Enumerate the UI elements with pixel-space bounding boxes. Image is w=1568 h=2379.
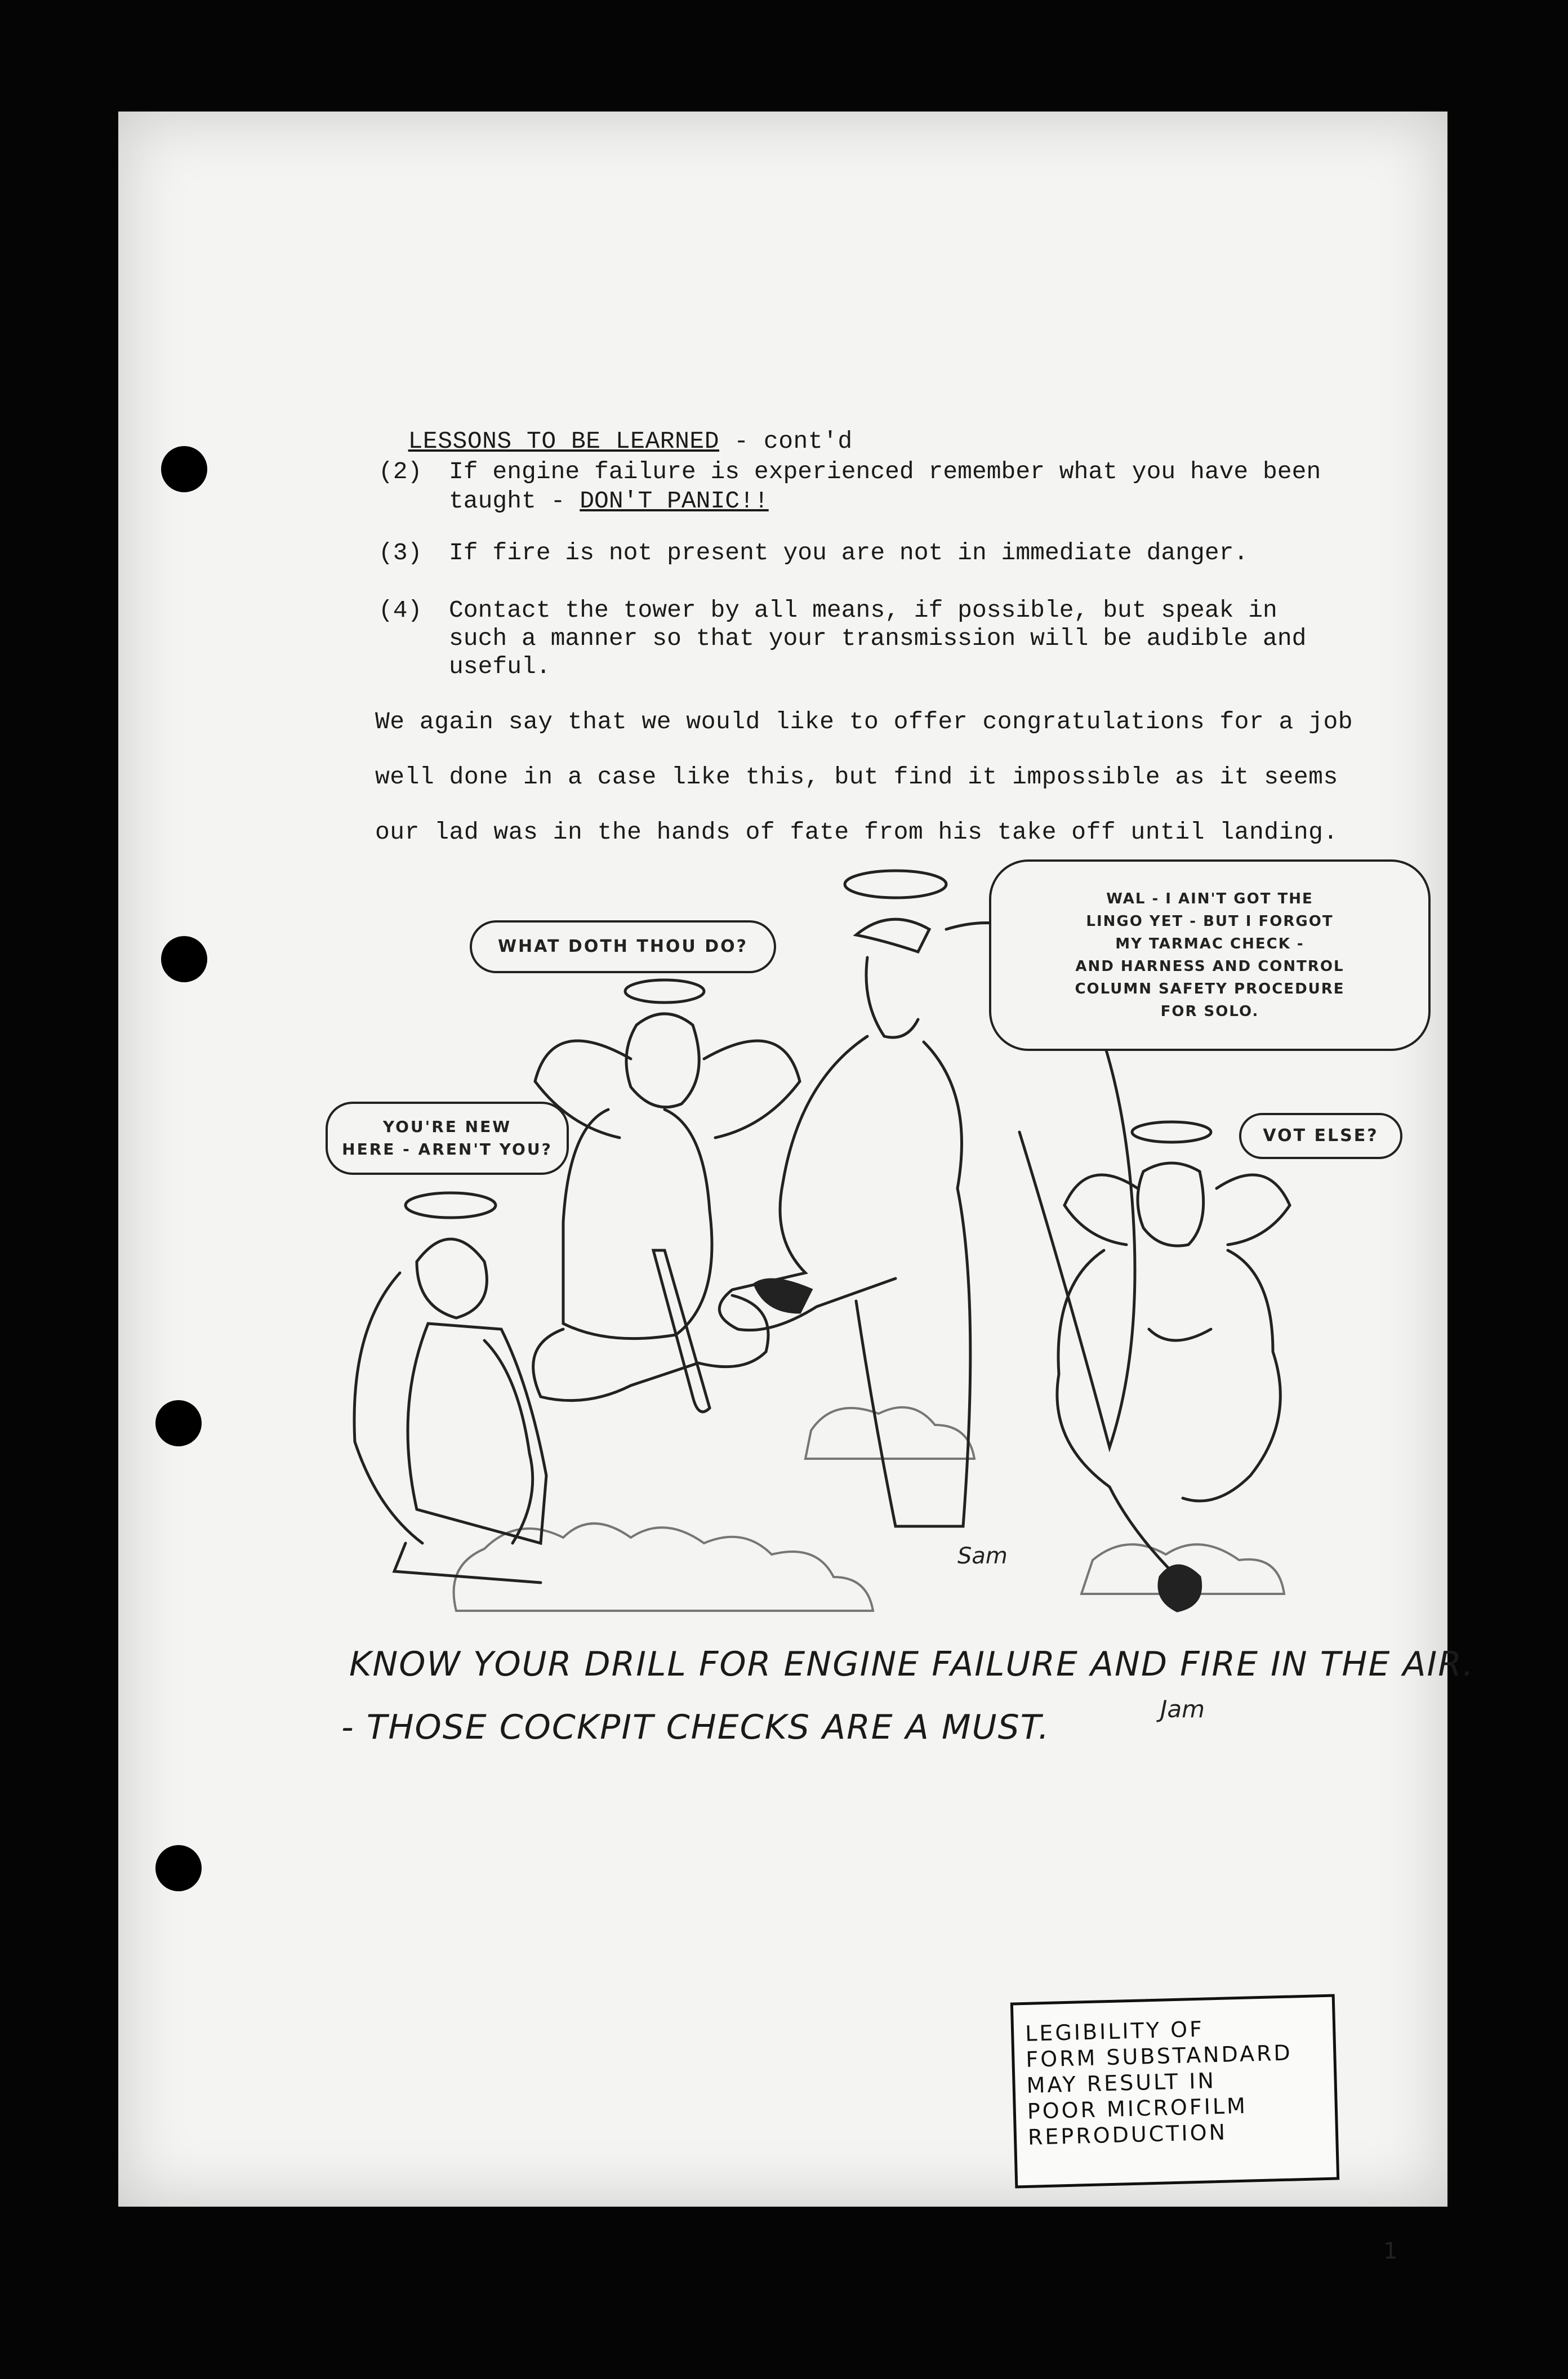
- item-line: If engine failure is experienced remember what you have been: [449, 458, 1321, 485]
- item-number: (4): [378, 596, 422, 624]
- heading-suffix: - cont'd: [719, 427, 853, 455]
- paragraph-line: We again say that we would like to offer congratulations for a job: [375, 708, 1353, 736]
- speech-bubble-new-here: YOU'RE NEW HERE - AREN'T YOU?: [326, 1102, 569, 1175]
- punch-hole: [155, 1400, 202, 1446]
- lesson-item-3: [378, 538, 1336, 570]
- caption-line-1: KNOW YOUR DRILL FOR ENGINE FAILURE AND FIRE IN THE AIR.: [349, 1645, 1475, 1684]
- speech-bubble-what-doth: WHAT DOTH THOU DO?: [470, 920, 776, 973]
- caption-line-2: - THOSE COCKPIT CHECKS ARE A MUST.: [341, 1708, 1050, 1747]
- heading-text: LESSONS TO BE LEARNED: [408, 427, 719, 455]
- paragraph-line: our lad was in the hands of fate from his take off until landing.: [375, 818, 1338, 846]
- item-line: Contact the tower by all means, if possible, but speak in: [449, 596, 1277, 624]
- legibility-note: LEGIBILITY OF FORM SUBSTANDARD MAY RESULT IN POOR MICROFILM REPRODUCTION: [1010, 1994, 1339, 2189]
- item-number: (2): [378, 458, 422, 485]
- page-mark: 1: [1383, 2238, 1398, 2264]
- item-number: (3): [378, 539, 422, 567]
- artist-signature: Sam: [957, 1543, 1008, 1569]
- paragraph-line: well done in a case like this, but find it impossible as it seems: [375, 763, 1338, 791]
- item-line: [449, 487, 769, 516]
- speech-bubble-wal: WAL - I AIN'T GOT THE LINGO YET - BUT I FORGOT MY TARMAC CHECK - AND HARNESS AND CONTROL COLUMN SAFETY PROCEDURE FOR SOLO.: [989, 859, 1431, 1051]
- item-line: If fire is not present you are not in immediate danger.: [449, 539, 1249, 567]
- punch-hole: [155, 1845, 202, 1891]
- lesson-item-4: [378, 596, 1336, 686]
- punch-hole: [161, 936, 207, 982]
- dont-panic-text: DON'T PANIC!!: [580, 487, 769, 515]
- punch-hole: [161, 446, 207, 492]
- item-line-prefix: taught -: [449, 487, 580, 515]
- speech-bubble-vot-else: VOT ELSE?: [1239, 1113, 1402, 1159]
- initials-signature: Jam: [1160, 1695, 1205, 1723]
- item-line: such a manner so that your transmission will be audible and: [449, 625, 1307, 652]
- lesson-item-2: [378, 457, 1336, 519]
- item-line: useful.: [449, 653, 551, 680]
- section-heading: [378, 398, 853, 456]
